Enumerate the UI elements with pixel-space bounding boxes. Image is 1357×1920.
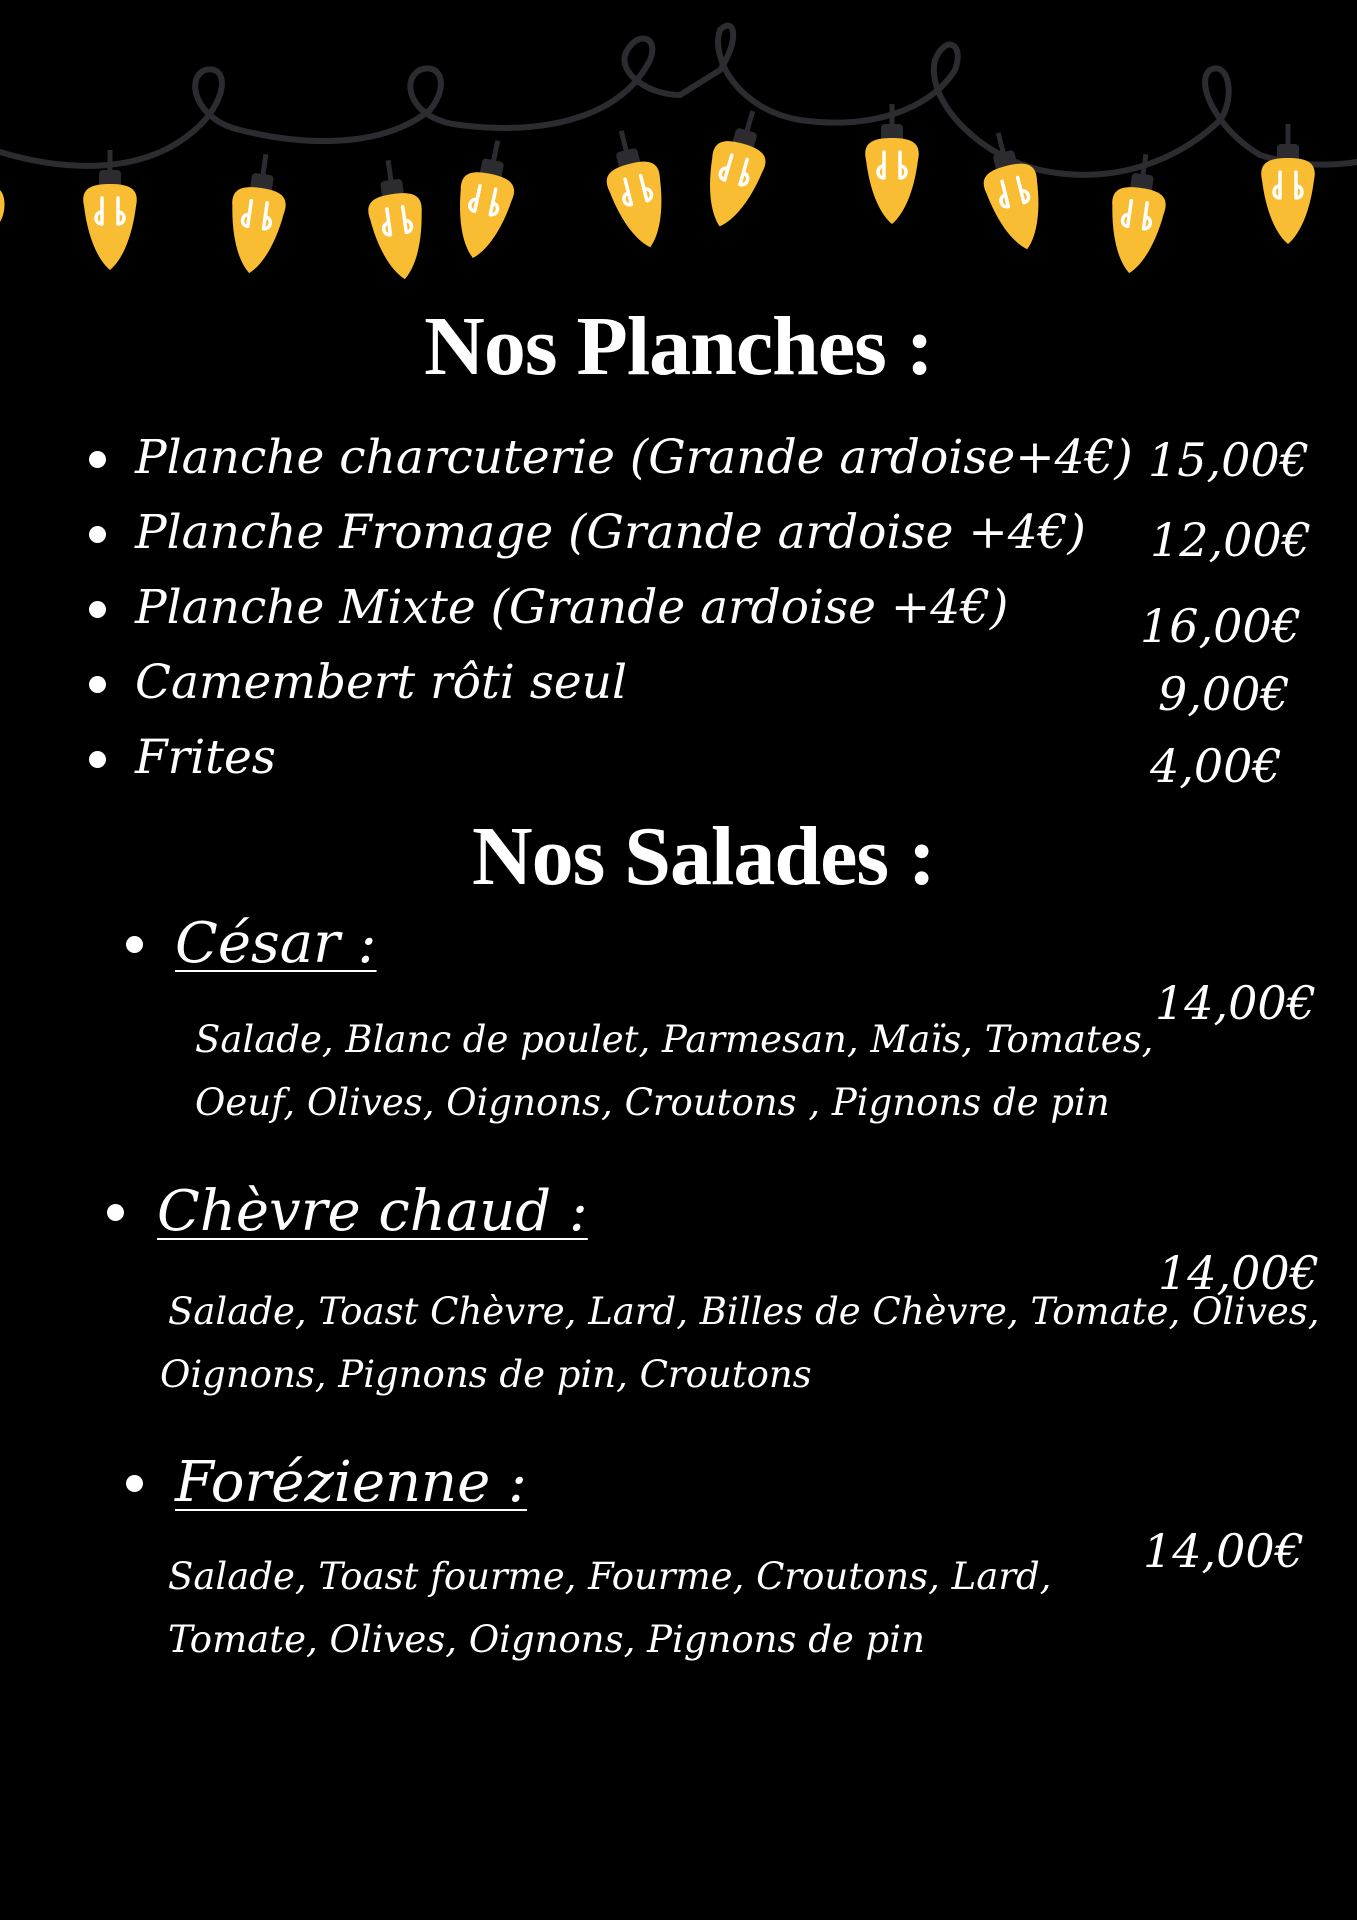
item-price: 9,00€	[1158, 667, 1290, 721]
salad-description: Salade, Blanc de poulet, Parmesan, Maïs, Tomates, Oeuf, Olives, Oignons, Croutons , Pignons de pin	[195, 1018, 1154, 1124]
light-bulb-icon	[362, 157, 432, 283]
bullet-icon	[89, 601, 106, 618]
salad-price: 14,00€	[1158, 1246, 1319, 1300]
light-bulb-icon	[1261, 124, 1315, 244]
item-price: 12,00€	[1150, 513, 1311, 567]
salad-price: 14,00€	[1143, 1524, 1304, 1578]
planches-title: Nos Planches :	[424, 300, 933, 393]
item-name: Camembert rôti seul	[135, 655, 627, 710]
light-bulb-icon	[595, 124, 676, 253]
bullet-icon	[89, 676, 106, 693]
string-lights-icon	[0, 0, 1357, 340]
salades-title: Nos Salades :	[471, 810, 936, 903]
light-bulb-icon	[223, 151, 293, 277]
salad-name: Forézienne :	[175, 1450, 527, 1515]
bullet-icon	[126, 936, 143, 953]
item-name: Planche Mixte (Grande ardoise +4€)	[135, 580, 1009, 635]
salad-description: Salade, Toast fourme, Fourme, Croutons, Lard, Tomate, Olives, Oignons, Pignons de pin	[168, 1555, 1052, 1661]
item-price: 16,00€	[1140, 599, 1301, 653]
light-bulb-icon	[447, 135, 524, 264]
bullet-icon	[89, 751, 106, 768]
light-bulb-icon	[694, 104, 779, 234]
salad-name: Chèvre chaud :	[157, 1179, 588, 1244]
item-price: 4,00€	[1150, 739, 1282, 793]
item-name: Planche charcuterie (Grande ardoise+4€)	[135, 430, 1133, 485]
item-name: Planche Fromage (Grande ardoise +4€)	[135, 505, 1086, 560]
item-price: 15,00€	[1148, 433, 1309, 487]
bullet-icon	[89, 451, 106, 468]
salad-name: César :	[175, 911, 377, 976]
salad-price: 14,00€	[1155, 976, 1316, 1030]
item-name: Frites	[135, 730, 276, 785]
salad-description: Salade, Toast Chèvre, Lard, Billes de Chèvre, Tomate, Olives, Oignons, Pignons de pin, Croutons	[160, 1290, 1320, 1396]
bullet-icon	[107, 1204, 124, 1221]
bullet-icon	[89, 526, 106, 543]
bullet-icon	[126, 1475, 143, 1492]
